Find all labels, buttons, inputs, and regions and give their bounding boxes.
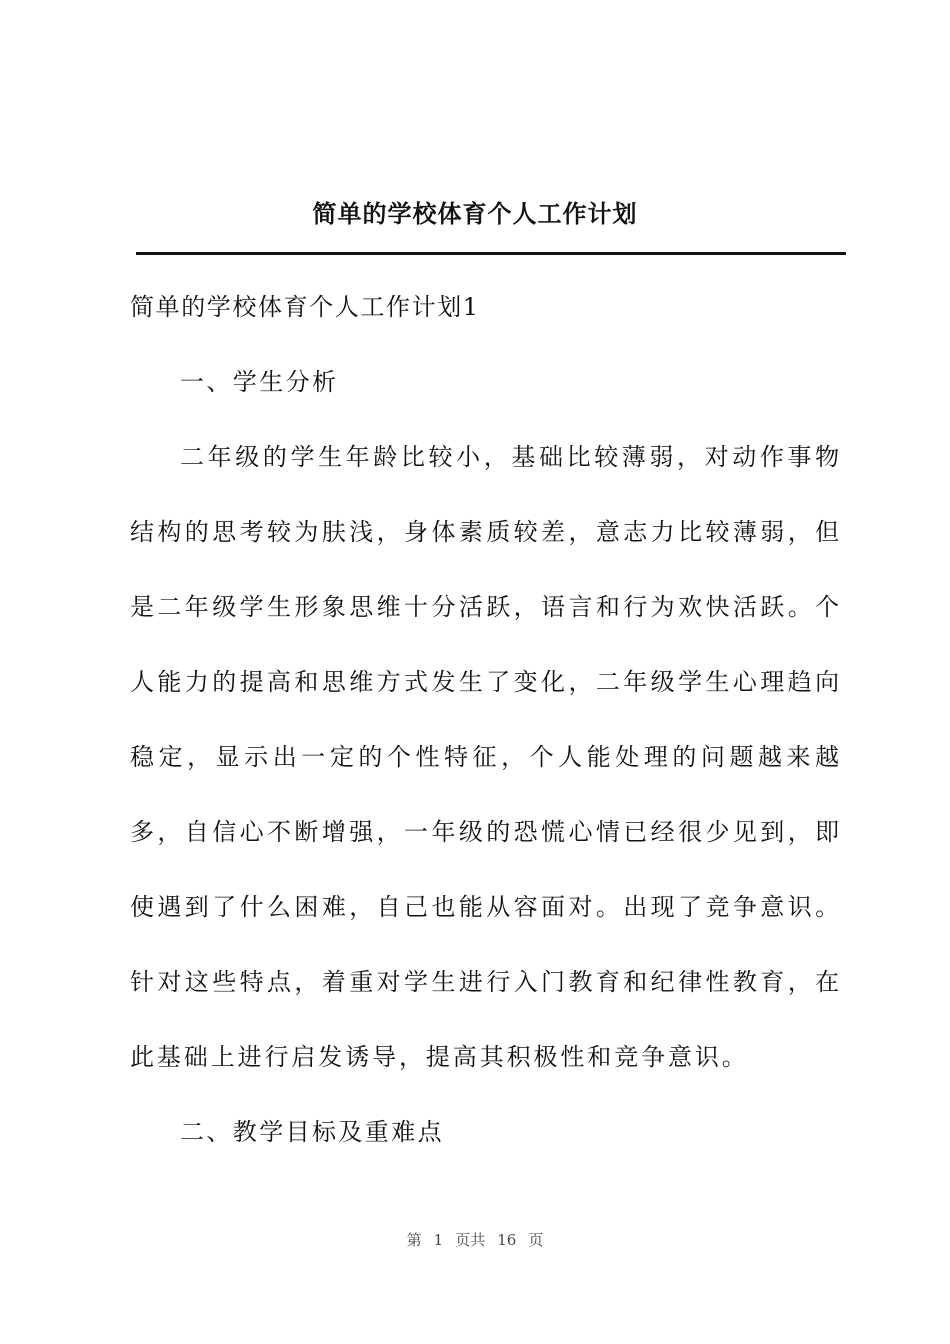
page-total: 16 [497,1231,517,1249]
title-divider [136,252,846,255]
document-subtitle: 简单的学校体育个人工作计划1 [130,293,480,321]
section-heading-student-analysis: 一、学生分析 [180,368,339,396]
document-title: 简单的学校体育个人工作计划 [312,199,638,228]
page-label-suffix: 页 [528,1231,544,1249]
document-body [130,270,842,1170]
section-heading-teaching-goals: 二、教学目标及重难点 [180,1118,444,1146]
page-number: 1 [433,1231,444,1249]
paragraph-student-analysis: 二年级的学生年龄比较小，基础比较薄弱，对动作事物结构的思考较为肤浅，身体素质较差，意志力比较薄弱，但是二年级学生形象思维十分活跃，语言和行为欢快活跃。个人能力的提高和思维方式发生了变化，二年级学生心理趋向稳定，显示出一定的个性特征，个人能处理的问题越来越多，自信心不断增强，一年级的恐慌心情已经很少见到，即使遇到了什么困难，自己也能从容面对。出现了竞争意识。针对这些特点，着重对学生进行入门教育和纪律性教育，在此基础上进行启发诱导，提高其积极性和竞争意识。 [130,443,842,1071]
page-label-prefix: 第 [406,1231,422,1249]
page-footer [0,1229,950,1251]
page-label-middle: 页共 [455,1231,486,1249]
